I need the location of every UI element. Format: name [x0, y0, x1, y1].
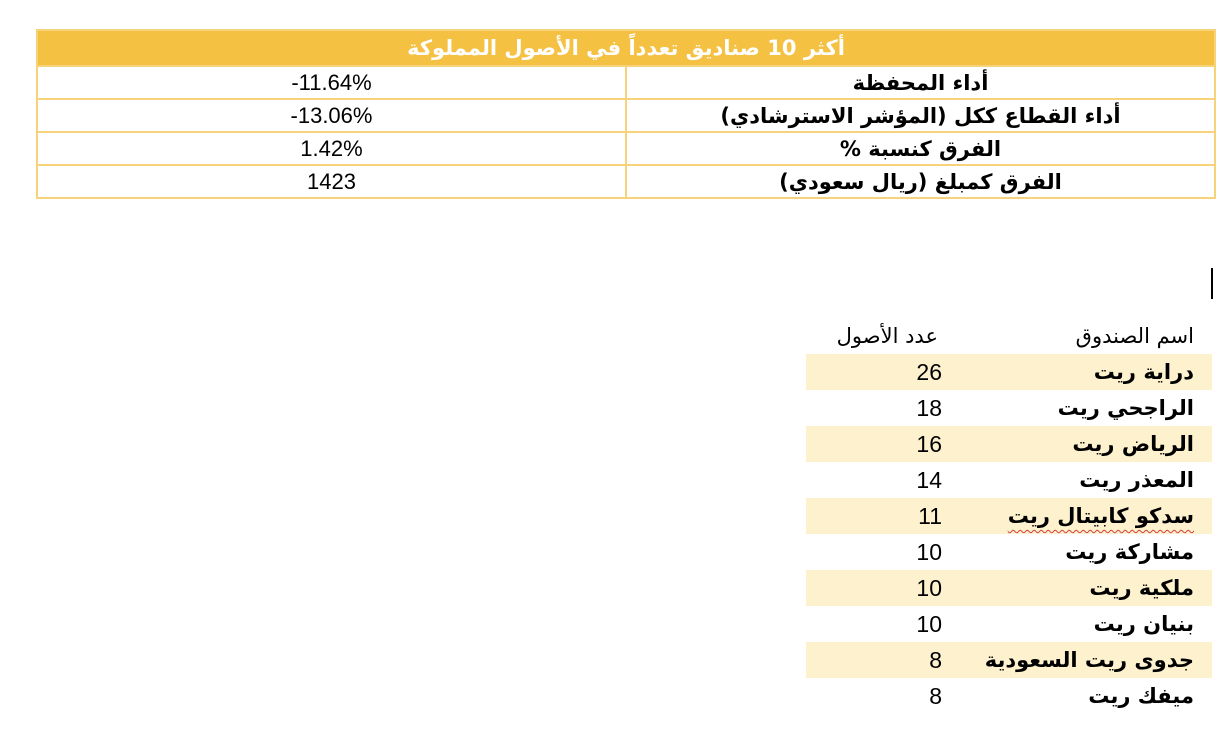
fund-asset-count: 14	[916, 466, 942, 493]
fund-asset-count: 26	[806, 354, 946, 390]
table-row	[806, 354, 1212, 390]
fund-asset-count: 16	[806, 426, 946, 462]
fund-asset-count: 11	[806, 498, 946, 534]
difference-amount-value: 1423	[37, 165, 626, 198]
funds-header-row	[806, 318, 1212, 354]
fund-name: الراجحي ريت	[1057, 396, 1194, 420]
header-fund-name: اسم الصندوق	[1075, 324, 1194, 348]
summary-title-row	[37, 30, 1215, 66]
fund-name	[946, 498, 1212, 534]
header-asset-count: عدد الأصول	[836, 324, 938, 348]
summary-row-benchmark-performance	[37, 99, 1215, 132]
fund-name: المعذر ريت	[1079, 468, 1194, 492]
table-row	[806, 390, 1212, 426]
portfolio-performance-label: أداء المحفظة	[626, 66, 1215, 99]
fund-asset-count: 8	[929, 682, 942, 709]
table-row	[806, 426, 1212, 462]
fund-name: دراية ريت	[946, 354, 1212, 390]
benchmark-performance-value: -13.06%	[37, 99, 626, 132]
table-row	[806, 606, 1212, 642]
funds-asset-count-table	[806, 318, 1212, 714]
difference-percent-label: الفرق كنسبة %	[626, 132, 1215, 165]
summary-row-portfolio-performance	[37, 66, 1215, 99]
fund-asset-count: 10	[806, 570, 946, 606]
fund-asset-count: 10	[916, 610, 942, 637]
fund-name: جدوى ريت السعودية	[946, 642, 1212, 678]
performance-summary-table	[36, 29, 1216, 199]
fund-asset-count: 8	[806, 642, 946, 678]
summary-row-difference-amount	[37, 165, 1215, 198]
table-row	[806, 498, 1212, 534]
text-cursor	[1211, 268, 1213, 299]
fund-name-text: سدكو كابيتال ريت	[1007, 504, 1194, 528]
fund-asset-count: 18	[916, 394, 942, 421]
table-row	[806, 570, 1212, 606]
benchmark-performance-label: أداء القطاع ككل (المؤشر الاسترشادي)	[626, 99, 1215, 132]
table-row	[806, 462, 1212, 498]
difference-amount-label: الفرق كمبلغ (ريال سعودي)	[626, 165, 1215, 198]
table-row	[806, 534, 1212, 570]
fund-name: ميفك ريت	[1088, 684, 1194, 708]
portfolio-performance-value: -11.64%	[37, 66, 626, 99]
difference-percent-value: 1.42%	[37, 132, 626, 165]
fund-name: بنيان ريت	[1093, 612, 1194, 636]
fund-name: مشاركة ريت	[1065, 540, 1194, 564]
summary-row-difference-percent	[37, 132, 1215, 165]
fund-asset-count: 10	[916, 538, 942, 565]
table-row	[806, 642, 1212, 678]
fund-name: الرياض ريت	[946, 426, 1212, 462]
table-row	[806, 678, 1212, 714]
summary-title: أكثر 10 صناديق تعدداً في الأصول المملوكة	[37, 30, 1215, 66]
fund-name: ملكية ريت	[946, 570, 1212, 606]
